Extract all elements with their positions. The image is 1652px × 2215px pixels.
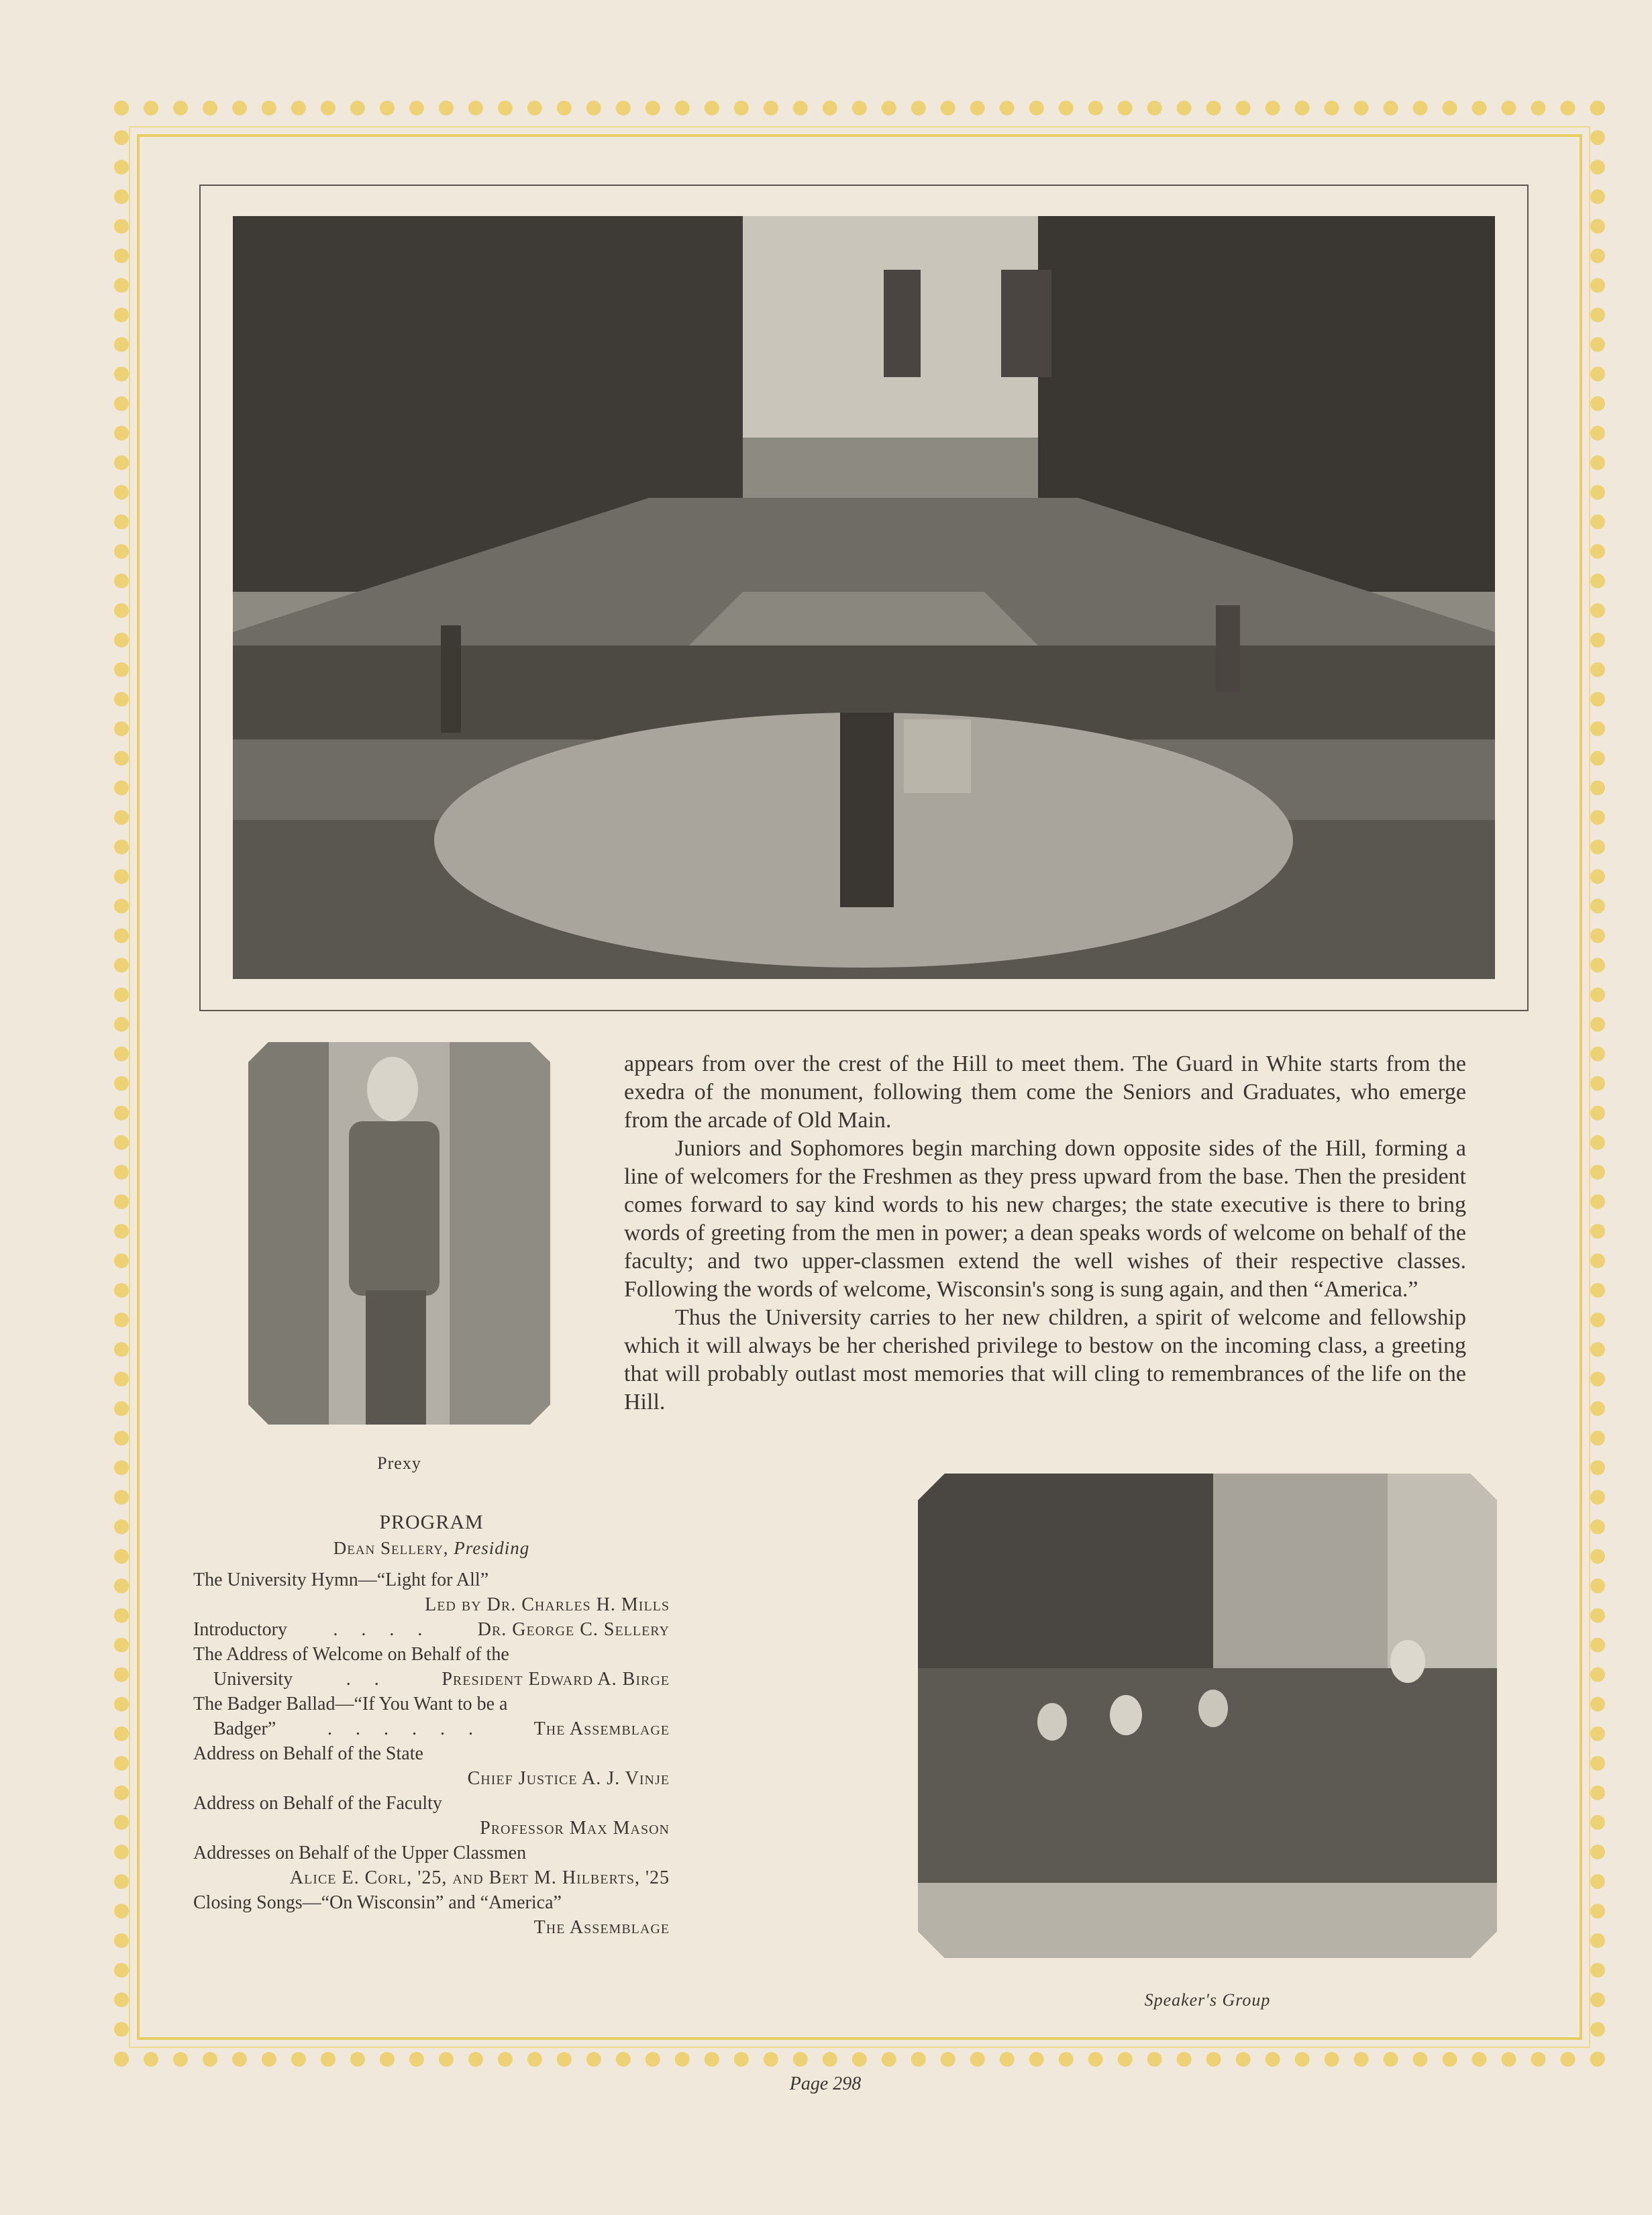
program-presiding <box>193 1536 670 1561</box>
leader-dots: . . . . <box>333 1619 432 1640</box>
program-listing <box>193 1510 670 1940</box>
prexy-photo <box>248 1042 550 1425</box>
speakers-caption: Speaker's Group <box>1144 1990 1271 2010</box>
presiding-role: Presiding <box>454 1538 530 1558</box>
prexy-caption: Prexy <box>377 1453 421 1473</box>
ballad-performer: The Assemblage <box>533 1718 670 1739</box>
welcome-label-cont: University <box>213 1669 293 1690</box>
leader-dots: . . <box>346 1669 389 1690</box>
program-title: PROGRAM <box>379 1511 484 1533</box>
program-item-welcome: The Address of Welcome on Behalf of the <box>193 1644 509 1665</box>
speakers-photo <box>918 1474 1497 1958</box>
paragraph: Juniors and Sophomores begin marching down opposite sides of the Hill, forming a line of welcomers for the Freshmen as they press upward from the base. Then the president comes forward to say kind words to his new charges; the state executive is there to bring words of greeting from the men in power; a dean speaks words of welcome on behalf of the faculty; and two upper-classmen extend the well wishes of their respective classes. Following the words of welcome, Wisconsin's song is sung again, and then “America.” <box>624 1136 1466 1302</box>
upper-speakers: Alice E. Corl, '25, and Bert M. Hilberts, '25 <box>289 1867 670 1888</box>
leader-dots: . . . . . . <box>327 1718 482 1739</box>
program-item-upper: Addresses on Behalf of the Upper Classmen <box>193 1843 527 1863</box>
program-item-hymn-leader: Led by Dr. Charles H. Mills <box>425 1594 670 1615</box>
faculty-speaker: Professor Max Mason <box>480 1818 670 1839</box>
program-item-introductory <box>193 1617 670 1642</box>
introductory-label: Introductory <box>193 1619 287 1640</box>
introductory-speaker: Dr. George C. Sellery <box>477 1619 670 1640</box>
page-number: Page 298 <box>789 2073 862 2094</box>
program-item-ballad: The Badger Ballad—“If You Want to be a <box>193 1694 508 1714</box>
paragraph: Thus the University carries to her new children, a spirit of welcome and fellowship which it will always be her cherished privilege to bestow on the incoming class, a greeting that will probably outlast most memories that will cling to remembrances of the life on the Hill. <box>624 1305 1466 1414</box>
paragraph: appears from over the crest of the Hill to meet them. The Guard in White starts from the exedra of the monument, following them come the Seniors and Graduates, who emerge from the arcade of Old Main. <box>624 1051 1466 1133</box>
program-item-closing: Closing Songs—“On Wisconsin” and “America” <box>193 1892 562 1913</box>
closing-performer: The Assemblage <box>533 1917 670 1938</box>
presiding-name: Dean Sellery, <box>333 1538 449 1558</box>
article-text <box>624 1050 1466 1416</box>
program-item-welcome-cont <box>193 1667 670 1692</box>
program-item-ballad-cont <box>193 1716 670 1741</box>
program-item-faculty: Address on Behalf of the Faculty <box>193 1793 442 1814</box>
program-item-state: Address on Behalf of the State <box>193 1743 423 1764</box>
ballad-label-cont: Badger” <box>213 1718 276 1739</box>
state-speaker: Chief Justice A. J. Vinje <box>467 1768 670 1789</box>
ceremony-photo <box>233 216 1495 979</box>
welcome-speaker: President Edward A. Birge <box>442 1669 670 1690</box>
program-item-hymn: The University Hymn—“Light for All” <box>193 1569 489 1590</box>
